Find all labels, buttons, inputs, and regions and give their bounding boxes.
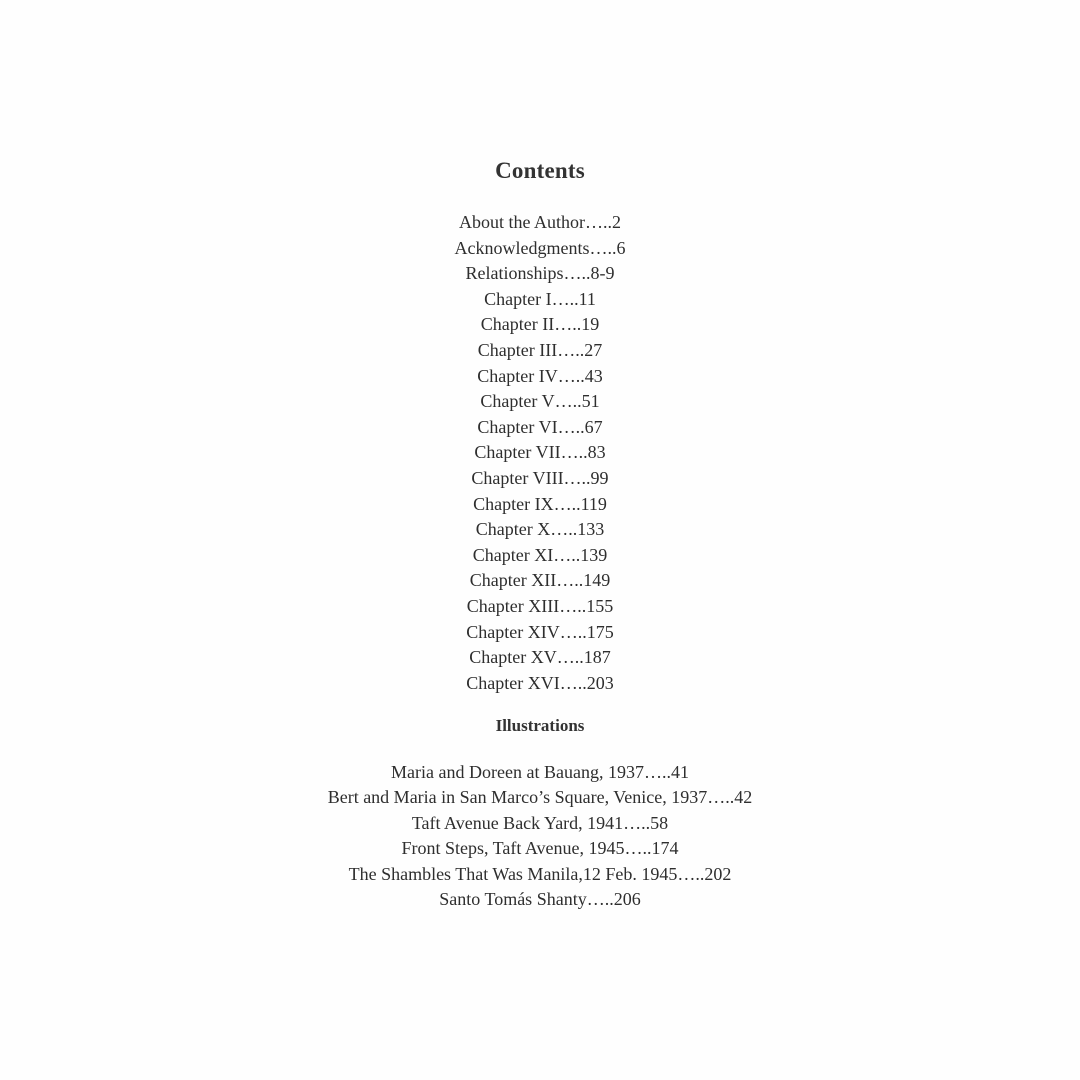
toc-entry-chapter-12: Chapter XII…..149: [469, 570, 611, 591]
toc-entry-chapter-6: Chapter VI…..67: [477, 416, 603, 437]
illustrations-list: [0, 760, 1080, 912]
toc-entry-chapter-3: Chapter III…..27: [477, 339, 603, 360]
toc-entry-chapter-7: Chapter VII…..83: [474, 442, 606, 463]
illustration-entry-shanty: Santo Tomás Shanty…..206: [439, 888, 641, 909]
toc-entry-chapter-9: Chapter IX…..119: [473, 493, 607, 514]
illustration-entry-venice: Bert and Maria in San Marco’s Square, Venice, 1937…..42: [327, 787, 753, 808]
contents-heading: Contents: [495, 158, 585, 183]
toc-entry-chapter-16: Chapter XVI…..203: [466, 672, 614, 693]
toc-entry-chapter-13: Chapter XIII…..155: [466, 595, 614, 616]
toc-entry-chapter-10: Chapter X…..133: [475, 519, 605, 540]
toc-entry-chapter-14: Chapter XIV…..175: [466, 621, 614, 642]
illustrations-heading: Illustrations: [495, 716, 585, 735]
toc-entry-chapter-5: Chapter V…..51: [480, 391, 600, 412]
toc-entry-chapter-8: Chapter VIII…..99: [471, 467, 609, 488]
contents-list: [0, 210, 1080, 696]
toc-entry-acknowledgments: Acknowledgments…..6: [454, 237, 626, 258]
illustration-entry-front-steps: Front Steps, Taft Avenue, 1945…..174: [401, 838, 679, 859]
toc-entry-chapter-4: Chapter IV…..43: [477, 365, 603, 386]
toc-entry-chapter-1: Chapter I…..11: [484, 288, 596, 309]
illustration-entry-shambles: The Shambles That Was Manila,12 Feb. 1945…..202: [348, 863, 732, 884]
illustration-entry-bauang: Maria and Doreen at Bauang, 1937…..41: [391, 762, 689, 782]
illustration-entry-back-yard: Taft Avenue Back Yard, 1941…..58: [411, 812, 669, 833]
toc-entry-about-author: About the Author…..2: [459, 212, 621, 232]
toc-entry-chapter-11: Chapter XI…..139: [472, 544, 608, 565]
toc-entry-chapter-15: Chapter XV…..187: [469, 647, 611, 668]
toc-entry-chapter-2: Chapter II…..19: [480, 314, 600, 335]
toc-entry-relationships: Relationships…..8-9: [465, 263, 615, 284]
